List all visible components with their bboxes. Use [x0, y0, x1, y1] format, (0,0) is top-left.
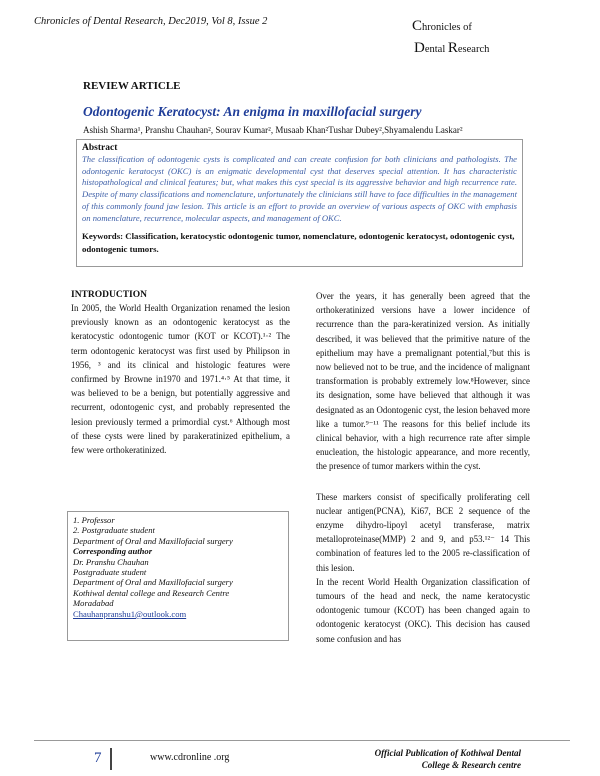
author-email-link[interactable]: Chauhanpranshu1@outlook.com: [73, 608, 187, 619]
affiliation-line: 1. Professor: [73, 515, 115, 525]
publisher-line-2: College & Research centre: [421, 760, 521, 770]
paragraph: Over the years, it has generally been agreed that the orthokeratinized versions have a lower incidence of recurrence than the para-keratinized version. As initially described, it was believed that the primitive nature of the epithelium may have a premalignant potential,⁷but this is now believed not to be true, and the incidence of malignant transformation is probably extremely low.⁸However, since its designation, some have believed that although it was designated as an Odontogenic cyst, the lesion behaved more like a tumor.⁹⁻¹¹ The reasons for this belief include its clinical behavior, with a high recurrence rate after simple enucleation, the histologic appearance, and more recently, the presence of tumor markers within the cyst.: [316, 291, 530, 472]
abstract-text: The classification of odontogenic cysts is complicated and can create confusion for both clinicians and pathologists. The odontogenic keratocyst (OKC) is an enigmatic developmental cyst that deserves special attention. It has characteristic histopathological and clinical features; but, what makes this cyst special is its aggressive behavior and high recurrence rate. Despite of many classifications and nomenclature, unfortunately the clinicians still have to face difficulties in the management of this commonly found jaw lesion. This article is an effort to provide an overview of various aspects of OKC with emphasis on nomenclature, recurrence, molecular aspects, and management of OKC.: [82, 154, 517, 223]
keywords-list: Classification, keratocystic odontogenic tumor, nomenclature, odontogenic keratocyst, odontogenic cyst, odontogenic tumors.: [82, 231, 515, 254]
affiliation-line: 2. Postgraduate student: [73, 525, 155, 536]
body-column-right: [316, 289, 530, 646]
logo-line-2: Dental Research: [414, 40, 490, 56]
affiliation-line: Kothiwal dental college and Research Centre: [73, 587, 230, 598]
author-list: Ashish Sharma¹, Pranshu Chauhan², Sourav Kumar², Musaab Khan²Tushar Dubey²,Shyamalendu Laskar²: [83, 125, 463, 135]
author-affiliation-box: [67, 511, 289, 641]
journal-header: Chronicles of Dental Research, Dec2019, Vol 8, Issue 2: [34, 16, 268, 27]
logo-line-1-rest: hronicles of: [422, 22, 472, 33]
article-title: Odontogenic Keratocyst: An enigma in maxillofacial surgery: [83, 104, 422, 119]
paragraph: In the recent World Health Organization classification of tumours of the head and neck, the name keratocystic odontogenic tumour (KCOT) has been changed again to odontogenic keratocyst (OKC). This decision has caused some confusion and has: [316, 576, 530, 644]
logo-line-1: Chronicles of: [412, 18, 472, 34]
corresponding-author-label: Corresponding author: [73, 546, 153, 557]
section-label: REVIEW ARTICLE: [83, 80, 181, 92]
affiliation-line: Moradabad: [73, 598, 114, 609]
paragraph: In 2005, the World Health Organization renamed the lesion previously known as an odontogenic keratocyst as the keratocystic odontogenic tumor (KOT or KCOT).¹·² The term odontogenic keratocyst was first used by Philipson in 1956, ³ and its clinical and histologic features were confirmed by Browne in1970 and 1971.⁴·⁵ At that time, it was believed to be a benign, but potentially aggressive and recurrent, odontogenic cyst, and probably represented the lesion previously termed a primordial cyst.⁶ Although most of these cysts were lined by parakeratinized epithelium, a few were orthokeratinized.: [71, 303, 290, 456]
publisher-note: [357, 747, 521, 771]
affiliation-line: Department of Oral and Maxillofacial surgery: [73, 577, 233, 588]
body-column-left: [71, 289, 290, 457]
publisher-line-1: Official Publication of Kothiwal Dental: [374, 748, 521, 758]
abstract-heading: Abstract: [82, 143, 118, 153]
footer-divider: [34, 740, 570, 741]
abstract-box: [76, 139, 523, 267]
introduction-heading: INTRODUCTION: [71, 290, 148, 300]
website-link[interactable]: www.cdronline .org: [150, 752, 230, 763]
paragraph: These markers consist of specifically proliferating cell nuclear antigen(PCNA), Ki67, BCE 2 sequence of the enzyme dihydro-lipoyl acetyl transferase, matrix metalloproteinase(MMP) 2 and 9, and p53.¹²⁻ 14 This combination of features led to the 2005 re-classification of this lesion.: [316, 491, 530, 573]
keywords: [82, 230, 517, 255]
keywords-label: Keywords:: [82, 231, 124, 242]
page-number: 7: [94, 750, 102, 766]
affiliation-line: Department of Oral and Maxillofacial surgery: [73, 535, 233, 546]
affiliation-line: Postgraduate student: [73, 567, 147, 578]
affiliation-line: Dr. Pranshu Chauhan: [73, 556, 149, 567]
journal-logo: [412, 16, 489, 60]
footer-separator: [110, 748, 112, 770]
